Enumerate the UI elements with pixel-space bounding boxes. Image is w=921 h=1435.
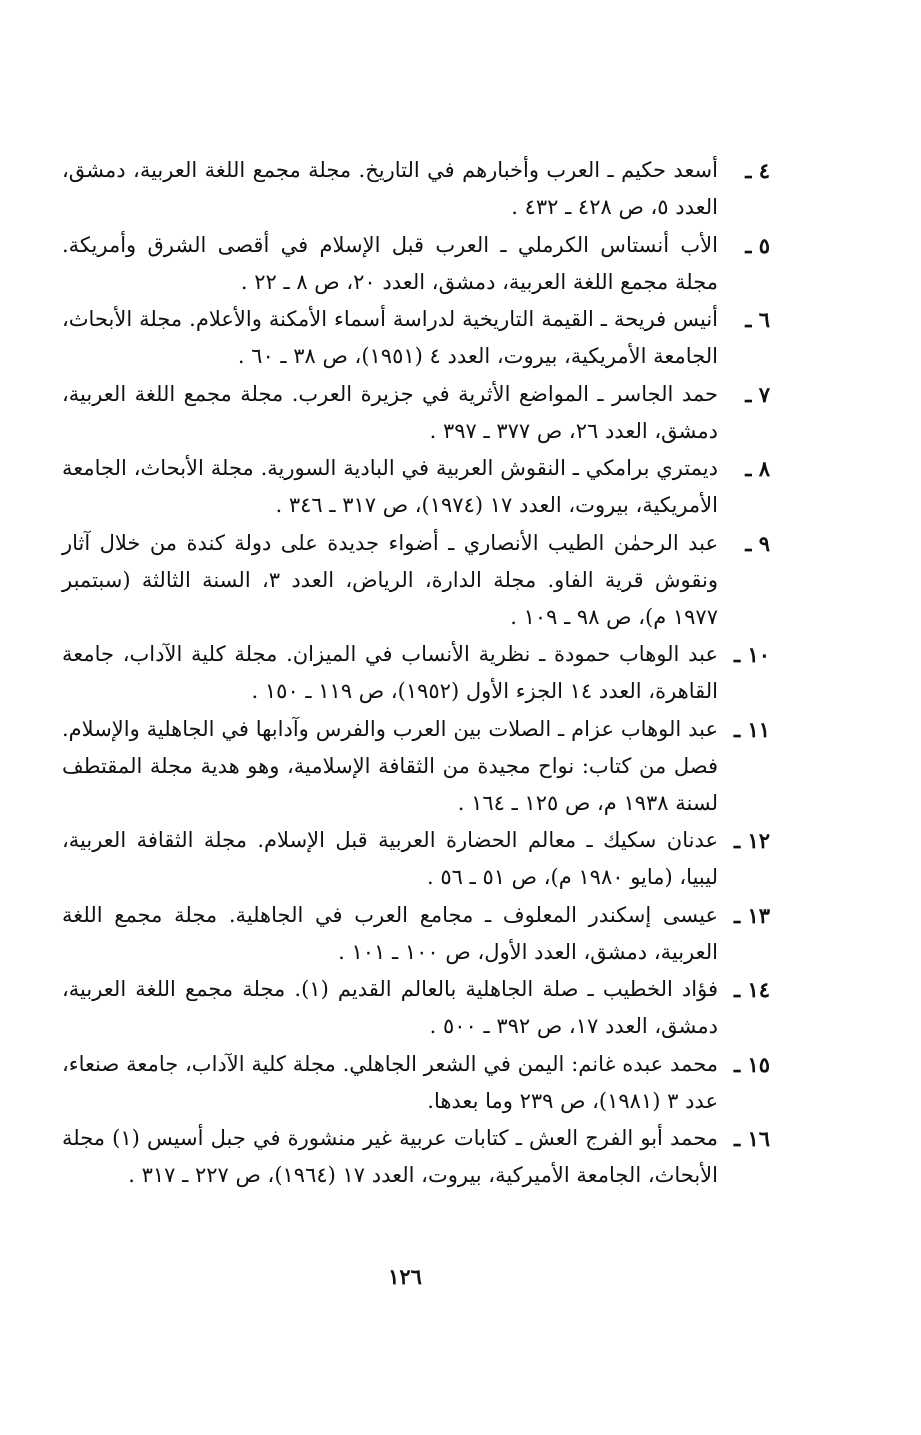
page-number: ١٢٦ [388, 1264, 422, 1289]
reference-number: ١١ ـ [733, 716, 770, 742]
reference-list [62, 152, 770, 1195]
reference-text: حمد الجاسر ـ المواضع الأثرية في جزيرة العرب. مجلة مجمع اللغة العربية، دمشق، العدد ٢٦، ص ٣٧٧ ـ ٣٩٧ . [62, 381, 718, 443]
reference-text: عبد الوهاب عزام ـ الصلات بين العرب والفرس وآدابها في الجاهلية والإسلام. فصل من كتاب: نواح مجيدة من الثقافة الإسلامية، وهو هدية مجلة المقتطف لسنة ١٩٣٨ م، ص ١٢٥ ـ ١٦٤ . [62, 716, 718, 815]
reference-text: محمد أبو الفرج العش ـ كتابات عربية غير منشورة في جبل أسيس (١) مجلة الأبحاث، الجامعة الأميركية، بيروت، العدد ١٧ (١٩٦٤)، ص ٢٢٧ ـ ٣١٧ . [62, 1126, 718, 1187]
reference-text: أنيس فريحة ـ القيمة التاريخية لدراسة أسماء الأمكنة والأعلام. مجلة الأبحاث، الجامعة الأمريكية، بيروت، العدد ٤ (١٩٥١)، ص ٣٨ ـ ٦٠ . [62, 307, 718, 368]
reference-number: ١٠ ـ [733, 642, 770, 667]
reference-text: عبد الوهاب حمودة ـ نظرية الأنساب في الميزان. مجلة كلية الآداب، جامعة القاهرة، العدد ١٤ الجزء الأول (١٩٥٢)، ص ١١٩ ـ ١٥٠ . [62, 642, 718, 703]
reference-text: عبد الرحمٰن الطيب الأنصاري ـ أضواء جديدة على دولة كندة من خلال آثار ونقوش قرية الفاو. مجلة الدارة، الرياض، العدد ٣، السنة الثالثة (سبتمبر ١٩٧٧ م)، ص ٩٨ ـ ١٠٩ . [62, 530, 718, 629]
reference-number: ١٤ ـ [733, 977, 770, 1002]
reference-number: ٤ ـ [745, 158, 770, 183]
reference-item [62, 711, 770, 822]
reference-item [62, 1046, 770, 1120]
reference-text: ديمتري برامكي ـ النقوش العربية في البادية السورية. مجلة الأبحاث، الجامعة الأمريكية، بيروت، العدد ١٧ (١٩٧٤)، ص ٣١٧ ـ ٣٤٦ . [62, 456, 718, 517]
reference-item [62, 227, 770, 301]
reference-item [62, 152, 770, 226]
reference-number: ٥ ـ [745, 232, 770, 258]
reference-item [62, 971, 770, 1045]
reference-text: عيسى إسكندر المعلوف ـ مجامع العرب في الجاهلية. مجلة مجمع اللغة العربية، دمشق، العدد الأول، ص ١٠٠ ـ ١٠١ . [62, 902, 718, 964]
reference-number: ١٦ ـ [733, 1126, 770, 1151]
reference-number: ٩ ـ [745, 530, 770, 556]
reference-item [62, 636, 770, 710]
reference-number: ٨ ـ [745, 456, 770, 481]
reference-number: ١٣ ـ [733, 902, 770, 928]
reference-item [62, 301, 770, 375]
reference-item [62, 897, 770, 971]
reference-text: أسعد حكيم ـ العرب وأخبارهم في التاريخ. مجلة مجمع اللغة العربية، دمشق، العدد ٥، ص ٤٢٨ ـ ٤٣٢ . [62, 158, 718, 219]
reference-item [62, 450, 770, 524]
reference-item [62, 525, 770, 636]
reference-number: ٦ ـ [745, 307, 770, 332]
reference-text: عدنان سكيك ـ معالم الحضارة العربية قبل الإسلام. مجلة الثقافة العربية، ليبيا، (مايو ١٩٨٠ م)، ص ٥١ ـ ٥٦ . [62, 828, 718, 889]
reference-number: ٧ ـ [745, 381, 770, 407]
reference-text: محمد عبده غانم: اليمن في الشعر الجاهلي. مجلة كلية الآداب، جامعة صنعاء، عدد ٣ (١٩٨١)، ص ٢٣٩ وما بعدها. [62, 1051, 718, 1113]
reference-number: ١٢ ـ [733, 828, 770, 853]
reference-text: الأب أنستاس الكرملي ـ العرب قبل الإسلام في أقصى الشرق وأمريكة. مجلة مجمع اللغة العربية، دمشق، العدد ٢٠، ص ٨ ـ ٢٢ . [62, 232, 718, 294]
reference-item [62, 376, 770, 450]
reference-item [62, 822, 770, 896]
reference-text: فؤاد الخطيب ـ صلة الجاهلية بالعالم القديم (١). مجلة مجمع اللغة العربية، دمشق، العدد ١٧، ص ٣٩٢ ـ ٥٠٠ . [62, 977, 719, 1038]
reference-number: ١٥ ـ [733, 1051, 770, 1077]
reference-item [62, 1120, 770, 1194]
